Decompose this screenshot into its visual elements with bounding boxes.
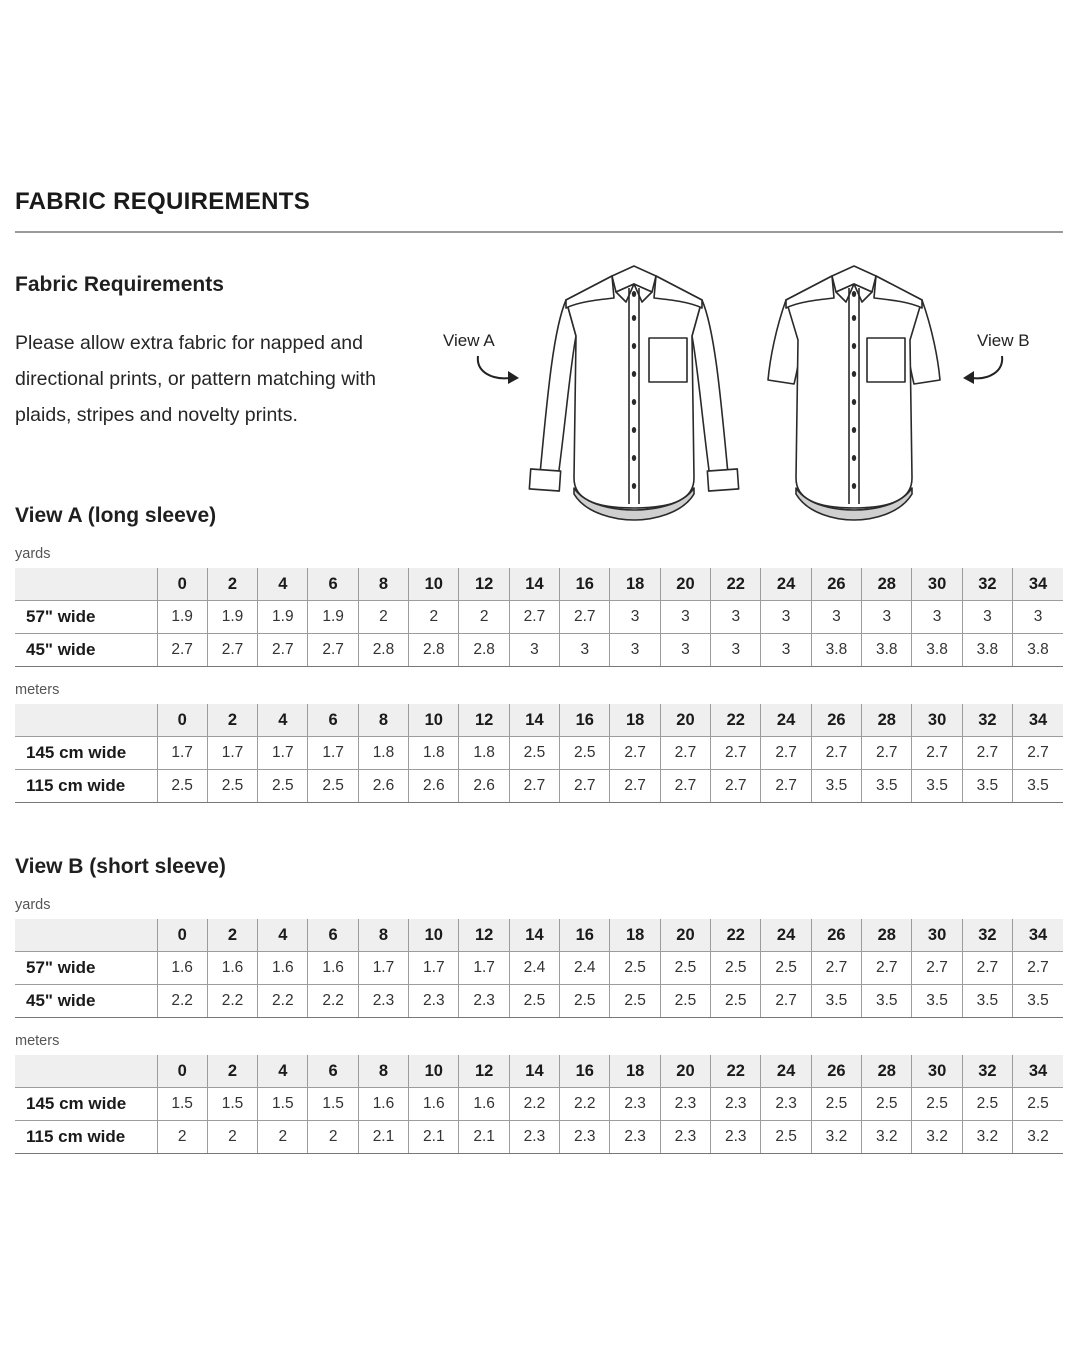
value-cell: 1.6 (258, 952, 308, 985)
view-a-meters-table (15, 704, 1063, 803)
value-cell: 2.4 (560, 952, 610, 985)
row-label: 145 cm wide (15, 1088, 157, 1121)
value-cell: 2.5 (761, 952, 811, 985)
value-cell: 1.5 (207, 1088, 257, 1121)
size-header-cell: 18 (610, 919, 660, 952)
size-header-cell: 2 (207, 568, 257, 601)
value-cell: 3.5 (962, 985, 1012, 1018)
value-cell: 2 (207, 1121, 257, 1154)
value-cell: 2.6 (358, 770, 408, 803)
value-cell: 3.5 (912, 985, 962, 1018)
value-cell: 2.7 (962, 952, 1012, 985)
value-cell: 2.3 (660, 1088, 710, 1121)
value-cell: 2.3 (711, 1088, 761, 1121)
size-header-cell: 14 (509, 704, 559, 737)
size-header-cell: 32 (962, 919, 1012, 952)
value-cell: 1.5 (157, 1088, 207, 1121)
size-header-cell: 20 (660, 919, 710, 952)
view-b-yards-unit: yards (15, 897, 51, 913)
size-header-cell: 30 (912, 568, 962, 601)
value-cell: 2.5 (258, 770, 308, 803)
view-a-meters-unit: meters (15, 682, 60, 698)
view-a-heading: View A (long sleeve) (15, 504, 217, 527)
value-cell: 2.7 (711, 770, 761, 803)
value-cell: 2.7 (962, 737, 1012, 770)
view-b-heading: View B (short sleeve) (15, 855, 226, 878)
value-cell: 2.7 (761, 770, 811, 803)
value-cell: 1.7 (459, 952, 509, 985)
view-a-yards-table (15, 568, 1063, 667)
size-header-cell: 14 (509, 1055, 559, 1088)
value-cell: 2.5 (761, 1121, 811, 1154)
value-cell: 3.2 (862, 1121, 912, 1154)
value-cell: 2.3 (711, 1121, 761, 1154)
header-corner-cell (15, 704, 157, 737)
value-cell: 3.8 (912, 634, 962, 667)
value-cell: 2.7 (560, 601, 610, 634)
value-cell: 2.1 (409, 1121, 459, 1154)
size-header-cell: 26 (811, 568, 861, 601)
value-cell: 2.3 (358, 985, 408, 1018)
value-cell: 2.1 (358, 1121, 408, 1154)
value-cell: 1.7 (207, 737, 257, 770)
value-cell: 3 (761, 634, 811, 667)
value-cell: 3 (761, 601, 811, 634)
row-label: 45" wide (15, 985, 157, 1018)
value-cell: 2.3 (761, 1088, 811, 1121)
size-header-cell: 18 (610, 704, 660, 737)
value-cell: 2.7 (308, 634, 358, 667)
value-cell: 2 (308, 1121, 358, 1154)
value-cell: 1.5 (258, 1088, 308, 1121)
value-cell: 2.5 (811, 1088, 861, 1121)
size-header-cell: 28 (862, 1055, 912, 1088)
size-header-cell: 16 (560, 704, 610, 737)
row-label: 115 cm wide (15, 770, 157, 803)
value-cell: 2.8 (358, 634, 408, 667)
header-corner-cell (15, 1055, 157, 1088)
value-cell: 3.8 (811, 634, 861, 667)
size-header-cell: 32 (962, 1055, 1012, 1088)
value-cell: 2.5 (711, 952, 761, 985)
size-header-cell: 10 (409, 568, 459, 601)
size-header-cell: 24 (761, 568, 811, 601)
value-cell: 1.9 (258, 601, 308, 634)
size-header-cell: 24 (761, 704, 811, 737)
value-cell: 1.7 (358, 952, 408, 985)
value-cell: 2.2 (157, 985, 207, 1018)
value-cell: 3 (509, 634, 559, 667)
size-header-cell: 6 (308, 568, 358, 601)
value-cell: 2.3 (409, 985, 459, 1018)
row-label: 57" wide (15, 601, 157, 634)
table-row (15, 601, 1063, 634)
value-cell: 2 (358, 601, 408, 634)
table-row (15, 985, 1063, 1018)
value-cell: 3.2 (912, 1121, 962, 1154)
value-cell: 3.5 (862, 985, 912, 1018)
value-cell: 2.3 (660, 1121, 710, 1154)
size-header-cell: 6 (308, 1055, 358, 1088)
value-cell: 2 (157, 1121, 207, 1154)
value-cell: 2.7 (761, 737, 811, 770)
value-cell: 2.7 (660, 770, 710, 803)
short-sleeve-shirt-icon (764, 258, 944, 524)
size-header-cell: 20 (660, 704, 710, 737)
view-b-meters-table (15, 1055, 1063, 1154)
value-cell: 1.6 (308, 952, 358, 985)
view-b-label: View B (977, 331, 1030, 350)
size-header-cell: 4 (258, 919, 308, 952)
size-header-cell: 2 (207, 919, 257, 952)
value-cell: 2.7 (157, 634, 207, 667)
size-header-cell: 12 (459, 919, 509, 952)
size-header-cell: 20 (660, 1055, 710, 1088)
value-cell: 1.9 (157, 601, 207, 634)
size-header-cell: 12 (459, 568, 509, 601)
size-header-cell: 14 (509, 919, 559, 952)
row-label: 115 cm wide (15, 1121, 157, 1154)
value-cell: 2.3 (459, 985, 509, 1018)
size-header-cell: 6 (308, 919, 358, 952)
value-cell: 2.7 (207, 634, 257, 667)
value-cell: 1.7 (308, 737, 358, 770)
value-cell: 3 (610, 634, 660, 667)
value-cell: 3.8 (1013, 634, 1063, 667)
size-header-cell: 16 (560, 919, 610, 952)
header-corner-cell (15, 568, 157, 601)
value-cell: 2.2 (258, 985, 308, 1018)
value-cell: 1.6 (459, 1088, 509, 1121)
size-header-cell: 18 (610, 568, 660, 601)
value-cell: 2.1 (459, 1121, 509, 1154)
value-cell: 2.5 (560, 985, 610, 1018)
size-header-cell: 34 (1013, 1055, 1063, 1088)
value-cell: 2.3 (509, 1121, 559, 1154)
size-header-cell: 18 (610, 1055, 660, 1088)
size-header-cell: 34 (1013, 568, 1063, 601)
value-cell: 2.5 (1013, 1088, 1063, 1121)
value-cell: 2.7 (761, 985, 811, 1018)
size-header-cell: 2 (207, 704, 257, 737)
size-header-cell: 28 (862, 704, 912, 737)
value-cell: 2.7 (912, 737, 962, 770)
table-row (15, 1088, 1063, 1121)
size-header-cell: 10 (409, 704, 459, 737)
size-header-cell: 22 (711, 919, 761, 952)
value-cell: 2.5 (157, 770, 207, 803)
value-cell: 2.7 (811, 952, 861, 985)
value-cell: 2.7 (660, 737, 710, 770)
row-label: 57" wide (15, 952, 157, 985)
size-header-cell: 32 (962, 704, 1012, 737)
value-cell: 2 (459, 601, 509, 634)
value-cell: 3.2 (1013, 1121, 1063, 1154)
value-cell: 1.6 (207, 952, 257, 985)
value-cell: 2.7 (862, 737, 912, 770)
value-cell: 2.7 (862, 952, 912, 985)
value-cell: 2.6 (459, 770, 509, 803)
value-cell: 2 (258, 1121, 308, 1154)
value-cell: 3 (862, 601, 912, 634)
value-cell: 2.7 (1013, 952, 1063, 985)
value-cell: 2.2 (207, 985, 257, 1018)
value-cell: 2.5 (711, 985, 761, 1018)
size-header-cell: 12 (459, 704, 509, 737)
value-cell: 3 (660, 601, 710, 634)
section-subtitle: Fabric Requirements (15, 273, 224, 296)
value-cell: 2.6 (409, 770, 459, 803)
size-header-cell: 0 (157, 1055, 207, 1088)
size-header-cell: 26 (811, 1055, 861, 1088)
table-row (15, 737, 1063, 770)
size-header-cell: 34 (1013, 704, 1063, 737)
size-header-cell: 4 (258, 1055, 308, 1088)
value-cell: 3 (610, 601, 660, 634)
value-cell: 2.5 (962, 1088, 1012, 1121)
size-header-cell: 28 (862, 919, 912, 952)
size-header-cell: 30 (912, 919, 962, 952)
value-cell: 3.2 (962, 1121, 1012, 1154)
value-cell: 2.3 (560, 1121, 610, 1154)
table-row (15, 1121, 1063, 1154)
value-cell: 3.2 (811, 1121, 861, 1154)
value-cell: 3 (1013, 601, 1063, 634)
size-header-cell: 10 (409, 1055, 459, 1088)
size-header-cell: 2 (207, 1055, 257, 1088)
size-header-cell: 8 (358, 919, 408, 952)
size-header-cell: 20 (660, 568, 710, 601)
value-cell: 2 (409, 601, 459, 634)
size-header-cell: 8 (358, 568, 408, 601)
value-cell: 2.7 (509, 770, 559, 803)
value-cell: 1.8 (409, 737, 459, 770)
value-cell: 2.7 (711, 737, 761, 770)
value-cell: 2.5 (610, 952, 660, 985)
value-cell: 2.2 (308, 985, 358, 1018)
value-cell: 2.5 (560, 737, 610, 770)
value-cell: 3 (711, 601, 761, 634)
size-header-cell: 6 (308, 704, 358, 737)
value-cell: 1.8 (459, 737, 509, 770)
view-b-meters-unit: meters (15, 1033, 60, 1049)
size-header-cell: 24 (761, 1055, 811, 1088)
size-header-cell: 8 (358, 704, 408, 737)
value-cell: 3.5 (962, 770, 1012, 803)
value-cell: 3.5 (1013, 985, 1063, 1018)
size-header-cell: 22 (711, 568, 761, 601)
size-header-cell: 4 (258, 704, 308, 737)
size-header-cell: 26 (811, 919, 861, 952)
value-cell: 3.5 (912, 770, 962, 803)
value-cell: 1.6 (358, 1088, 408, 1121)
value-cell: 3.5 (811, 770, 861, 803)
value-cell: 3.8 (962, 634, 1012, 667)
value-cell: 2.5 (660, 985, 710, 1018)
size-header-cell: 34 (1013, 919, 1063, 952)
size-header-cell: 8 (358, 1055, 408, 1088)
size-header-cell: 16 (560, 1055, 610, 1088)
size-header-cell: 26 (811, 704, 861, 737)
view-b-arrow-icon (956, 354, 1012, 388)
value-cell: 2.8 (459, 634, 509, 667)
intro-paragraph: Please allow extra fabric for napped and directional prints, or pattern matching with plaids, stripes and novelty prints. (15, 332, 376, 426)
value-cell: 2.7 (610, 770, 660, 803)
row-label: 145 cm wide (15, 737, 157, 770)
size-header-cell: 0 (157, 568, 207, 601)
size-header-cell: 4 (258, 568, 308, 601)
value-cell: 2.5 (207, 770, 257, 803)
value-cell: 2.3 (610, 1121, 660, 1154)
header-corner-cell (15, 919, 157, 952)
size-header-cell: 0 (157, 919, 207, 952)
value-cell: 2.2 (560, 1088, 610, 1121)
table-row (15, 770, 1063, 803)
value-cell: 1.7 (258, 737, 308, 770)
size-header-cell: 22 (711, 1055, 761, 1088)
value-cell: 3.5 (1013, 770, 1063, 803)
size-header-cell: 24 (761, 919, 811, 952)
size-header-cell: 14 (509, 568, 559, 601)
value-cell: 3.5 (811, 985, 861, 1018)
value-cell: 2.7 (1013, 737, 1063, 770)
value-cell: 1.8 (358, 737, 408, 770)
value-cell: 2.3 (610, 1088, 660, 1121)
value-cell: 1.7 (409, 952, 459, 985)
value-cell: 1.9 (308, 601, 358, 634)
size-header-cell: 22 (711, 704, 761, 737)
page-title: FABRIC REQUIREMENTS (15, 188, 311, 215)
value-cell: 3 (811, 601, 861, 634)
value-cell: 3 (560, 634, 610, 667)
value-cell: 2.4 (509, 952, 559, 985)
view-b-yards-table (15, 919, 1063, 1018)
value-cell: 2.7 (811, 737, 861, 770)
value-cell: 2.7 (610, 737, 660, 770)
row-label: 45" wide (15, 634, 157, 667)
view-a-label: View A (443, 331, 495, 350)
size-header-cell: 28 (862, 568, 912, 601)
value-cell: 3 (660, 634, 710, 667)
size-header-cell: 30 (912, 1055, 962, 1088)
value-cell: 2.7 (560, 770, 610, 803)
value-cell: 2.5 (509, 737, 559, 770)
value-cell: 2.5 (509, 985, 559, 1018)
size-header-cell: 12 (459, 1055, 509, 1088)
size-header-cell: 10 (409, 919, 459, 952)
value-cell: 2.7 (258, 634, 308, 667)
size-header-cell: 32 (962, 568, 1012, 601)
table-row (15, 952, 1063, 985)
value-cell: 3.8 (862, 634, 912, 667)
value-cell: 2.5 (308, 770, 358, 803)
value-cell: 2.5 (610, 985, 660, 1018)
table-row (15, 634, 1063, 667)
value-cell: 2.7 (509, 601, 559, 634)
value-cell: 3 (711, 634, 761, 667)
value-cell: 1.6 (157, 952, 207, 985)
size-header-cell: 16 (560, 568, 610, 601)
value-cell: 2.7 (912, 952, 962, 985)
value-cell: 1.5 (308, 1088, 358, 1121)
value-cell: 1.7 (157, 737, 207, 770)
title-divider (15, 231, 1063, 233)
value-cell: 2.2 (509, 1088, 559, 1121)
value-cell: 1.6 (409, 1088, 459, 1121)
view-a-arrow-icon (470, 354, 526, 388)
value-cell: 2.5 (912, 1088, 962, 1121)
long-sleeve-shirt-icon (526, 258, 742, 524)
value-cell: 2.5 (862, 1088, 912, 1121)
value-cell: 1.9 (207, 601, 257, 634)
view-a-yards-unit: yards (15, 546, 51, 562)
value-cell: 2.5 (660, 952, 710, 985)
value-cell: 3 (962, 601, 1012, 634)
size-header-cell: 30 (912, 704, 962, 737)
size-header-cell: 0 (157, 704, 207, 737)
value-cell: 3.5 (862, 770, 912, 803)
value-cell: 2.8 (409, 634, 459, 667)
value-cell: 3 (912, 601, 962, 634)
